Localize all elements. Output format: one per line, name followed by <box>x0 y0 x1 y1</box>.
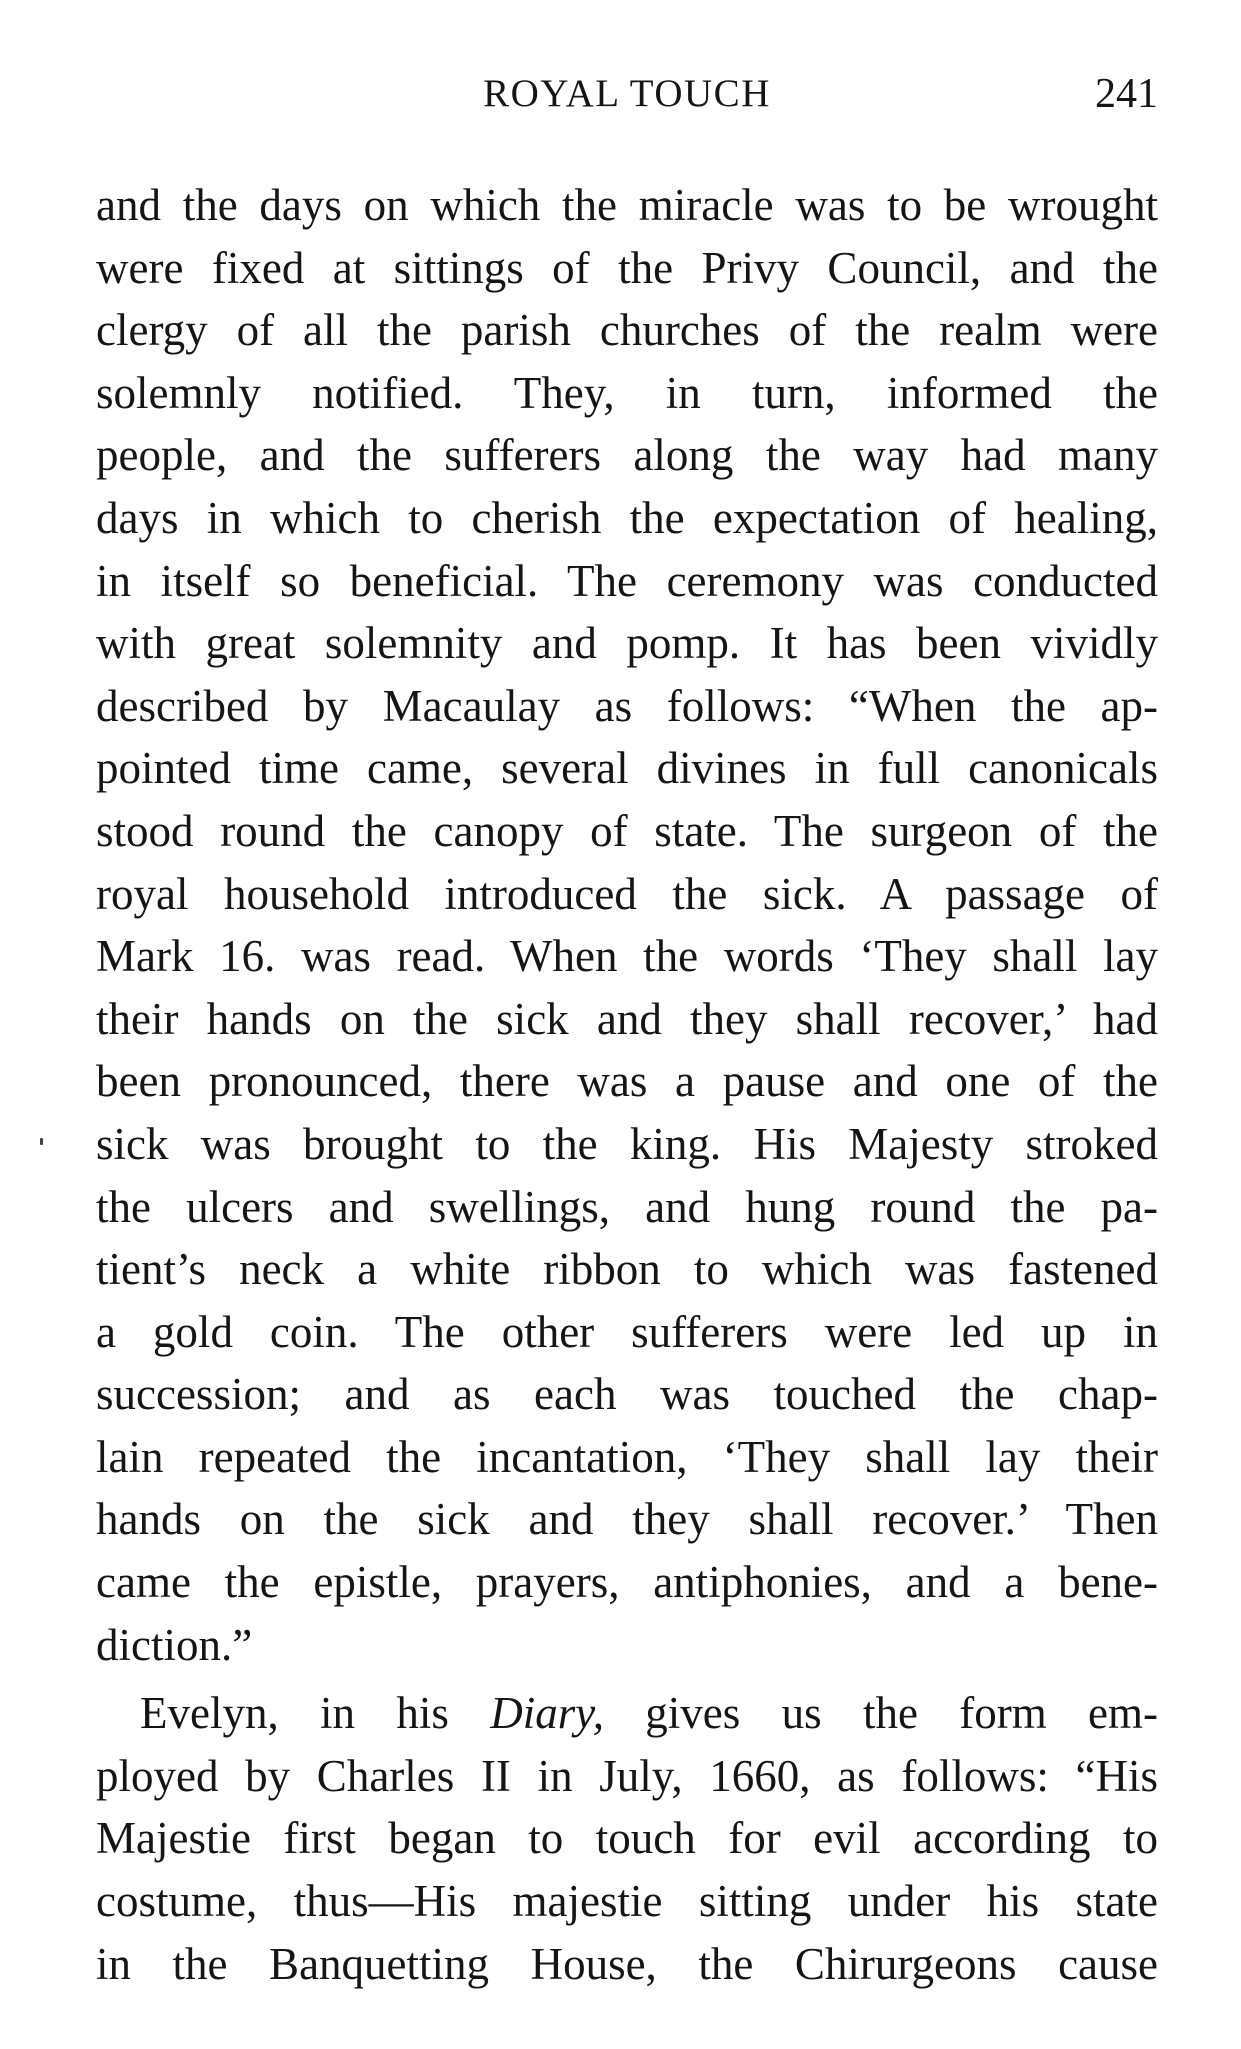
text-line: days in which to cherish the expectation of healing, <box>96 492 1158 543</box>
text-line: the ulcers and swellings, and hung round the pa- <box>96 1181 1158 1232</box>
text-line: lain repeated the incantation, ‘They shall lay their <box>96 1431 1158 1482</box>
text-line: solemnly notified. They, in turn, informed the <box>96 367 1158 418</box>
text-span: gives us the form em- <box>645 1688 1158 1739</box>
text-line: stood round the canopy of state. The surgeon of the <box>96 805 1158 856</box>
text-line: a gold coin. The other sufferers were led up in <box>96 1306 1158 1357</box>
book-title-italic: Diary, <box>490 1688 604 1739</box>
text-line: and the days on which the miracle was to be wrought <box>96 180 1158 230</box>
text-line: with great solemnity and pomp. It has been vividly <box>96 618 1158 669</box>
print-speck <box>40 1138 43 1145</box>
text-line: in the Banquetting House, the Chirurgeons cause <box>96 1938 1158 1989</box>
text-line: succession; and as each was touched the chap- <box>96 1369 1158 1420</box>
text-line: costume, thus—His majestie sitting under his state <box>96 1876 1158 1927</box>
text-line: Majestie first began to touch for evil according to <box>96 1813 1158 1864</box>
text-line: came the epistle, prayers, antiphonies, and a bene- <box>96 1557 1158 1608</box>
text-line: described by Macaulay as follows: “When the ap- <box>96 680 1158 731</box>
text-line: clergy of all the parish churches of the realm were <box>96 305 1158 356</box>
text-line: people, and the sufferers along the way had many <box>96 430 1158 481</box>
text-line: were fixed at sittings of the Privy Council, and the <box>96 242 1158 293</box>
text-line: tient’s neck a white ribbon to which was fastened <box>96 1244 1158 1295</box>
text-line: in itself so beneficial. The ceremony was conducted <box>96 555 1158 606</box>
text-line: diction.” <box>96 1619 253 1670</box>
text-line: pointed time came, several divines in full canonicals <box>96 743 1158 794</box>
body-text <box>96 174 1158 1995</box>
text-line: hands on the sick and they shall recover.’ Then <box>96 1494 1158 1545</box>
text-line: sick was brought to the king. His Majesty stroked <box>96 1118 1158 1169</box>
paragraph-1 <box>96 174 1158 1676</box>
text-line: Mark 16. was read. When the words ‘They shall lay <box>96 931 1158 982</box>
running-title: ROYAL TOUCH <box>483 72 771 115</box>
page-number: 241 <box>1095 71 1158 117</box>
text-line: royal household introduced the sick. A passage of <box>96 868 1158 919</box>
running-head <box>96 66 1158 122</box>
text-line: ployed by Charles II in July, 1660, as follows: “His <box>96 1750 1158 1801</box>
text-line: their hands on the sick and they shall recover,’ had <box>96 993 1158 1044</box>
text-line: been pronounced, there was a pause and one of the <box>96 1056 1158 1107</box>
paragraph-2 <box>96 1682 1158 1995</box>
text-line <box>96 1682 1158 1745</box>
text-span: Evelyn, in his <box>140 1688 449 1739</box>
